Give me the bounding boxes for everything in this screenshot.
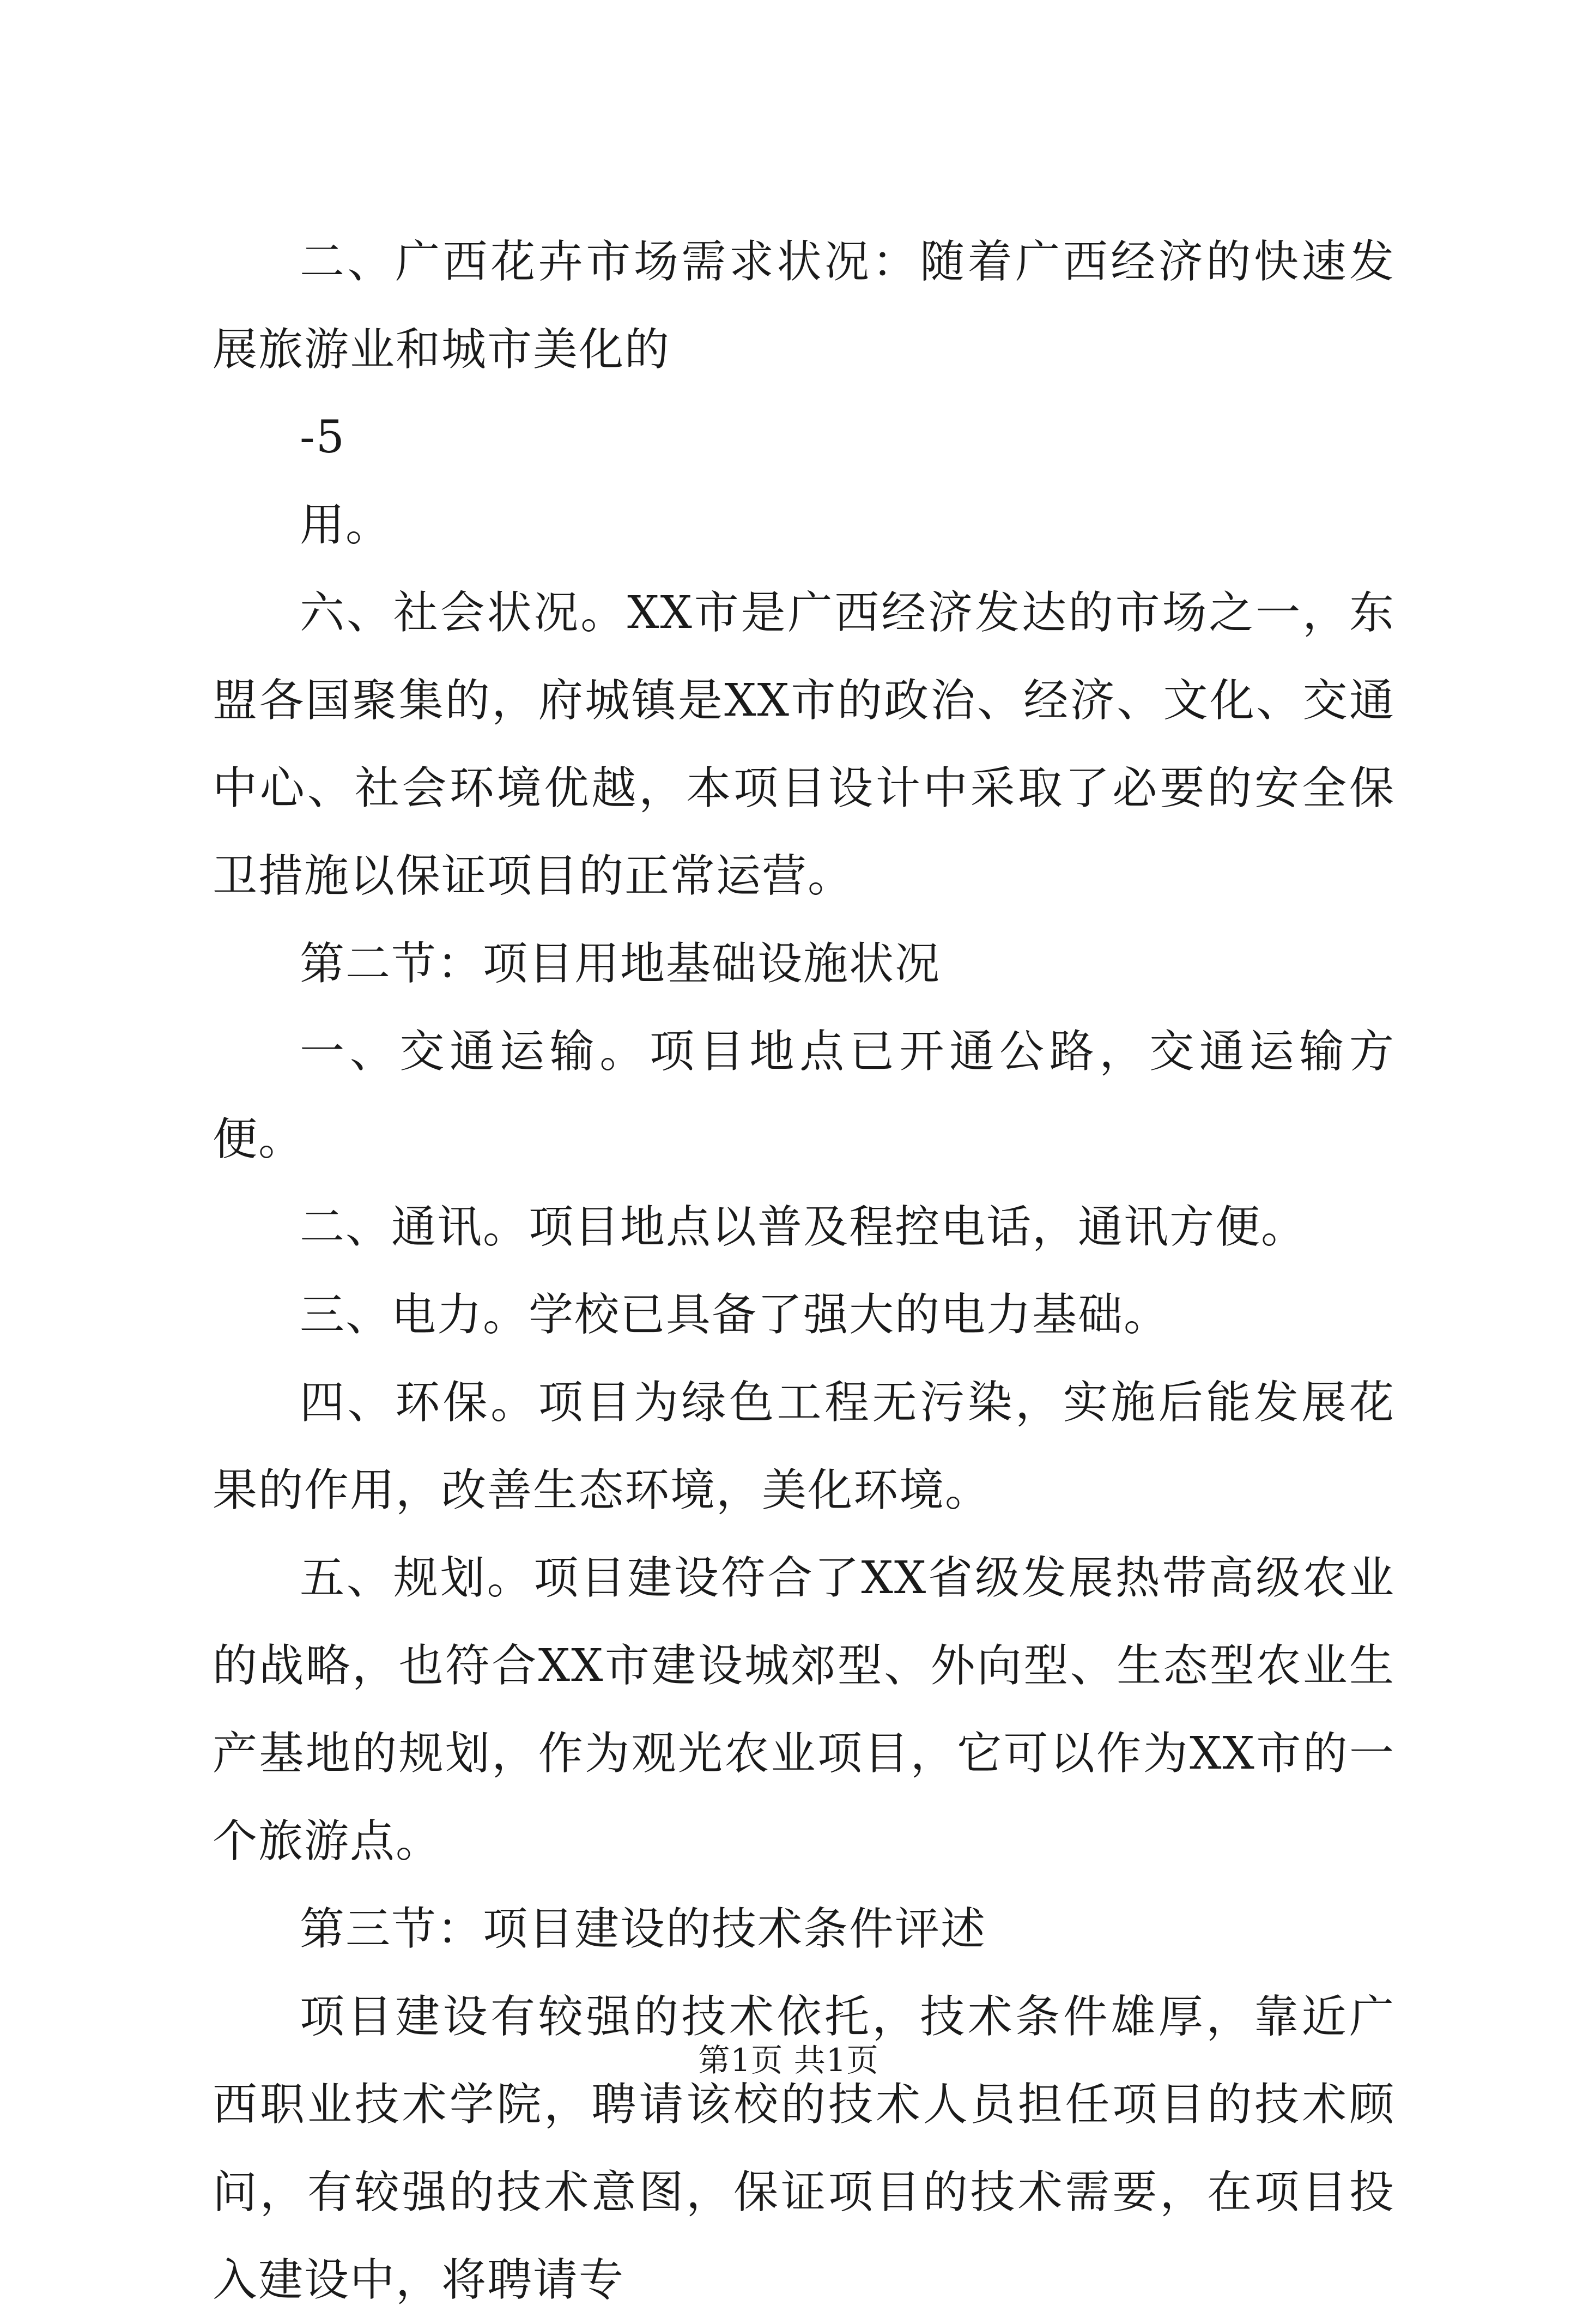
paragraph-technical: 项目建设有较强的技术依托，技术条件雄厚，靠近广西职业技术学院，聘请该校的技术人员担任项目的技术顾问，有较强的技术意图，保证项目的技术需要，在项目投入建设中，将聘请专 <box>213 1991 1395 2306</box>
paragraph-planning: 五、规划。项目建设符合了XX省级发展热带高级农业的战略，也符合XX市建设城郊型、外向型、生态型农业生产基地的规划，作为观光农业项目，它可以作为XX市的一个旅游点。 <box>213 1552 1395 1867</box>
paragraph-environment: 四、环保。项目为绿色工程无污染，实施后能发展花果的作用，改善生态环境，美化环境。 <box>213 1377 1395 1516</box>
document-body <box>213 218 1395 2324</box>
paragraph-communication: 二、通讯。项目地点以普及程控电话，通讯方便。 <box>300 1201 1307 1253</box>
section-heading-3: 第三节：项目建设的技术条件评述 <box>300 1903 987 1955</box>
paragraph-power: 三、电力。学校已具备了强大的电力基础。 <box>300 1289 1170 1341</box>
paragraph-social-status: 六、社会状况。XX市是广西经济发达的市场之一，东盟各国聚集的，府城镇是XX市的政治、经济、文化、交通中心、社会环境优越，本项目设计中采取了必要的安全保卫措施以保证项目的正常运营。 <box>213 587 1395 902</box>
section-heading-2: 第二节：项目用地基础设施状况 <box>300 938 941 990</box>
paragraph-market-demand: 二、广西花卉市场需求状况：随着广西经济的快速发展旅游业和城市美化的 <box>213 236 1395 376</box>
page-footer: 第1页 共1页 <box>698 2042 879 2079</box>
paragraph-transport: 一、交通运输。项目地点已开通公路，交通运输方便。 <box>213 1026 1395 1165</box>
paragraph-fragment: 用。 <box>300 499 392 551</box>
paragraph-page-marker: -5 <box>300 411 345 463</box>
